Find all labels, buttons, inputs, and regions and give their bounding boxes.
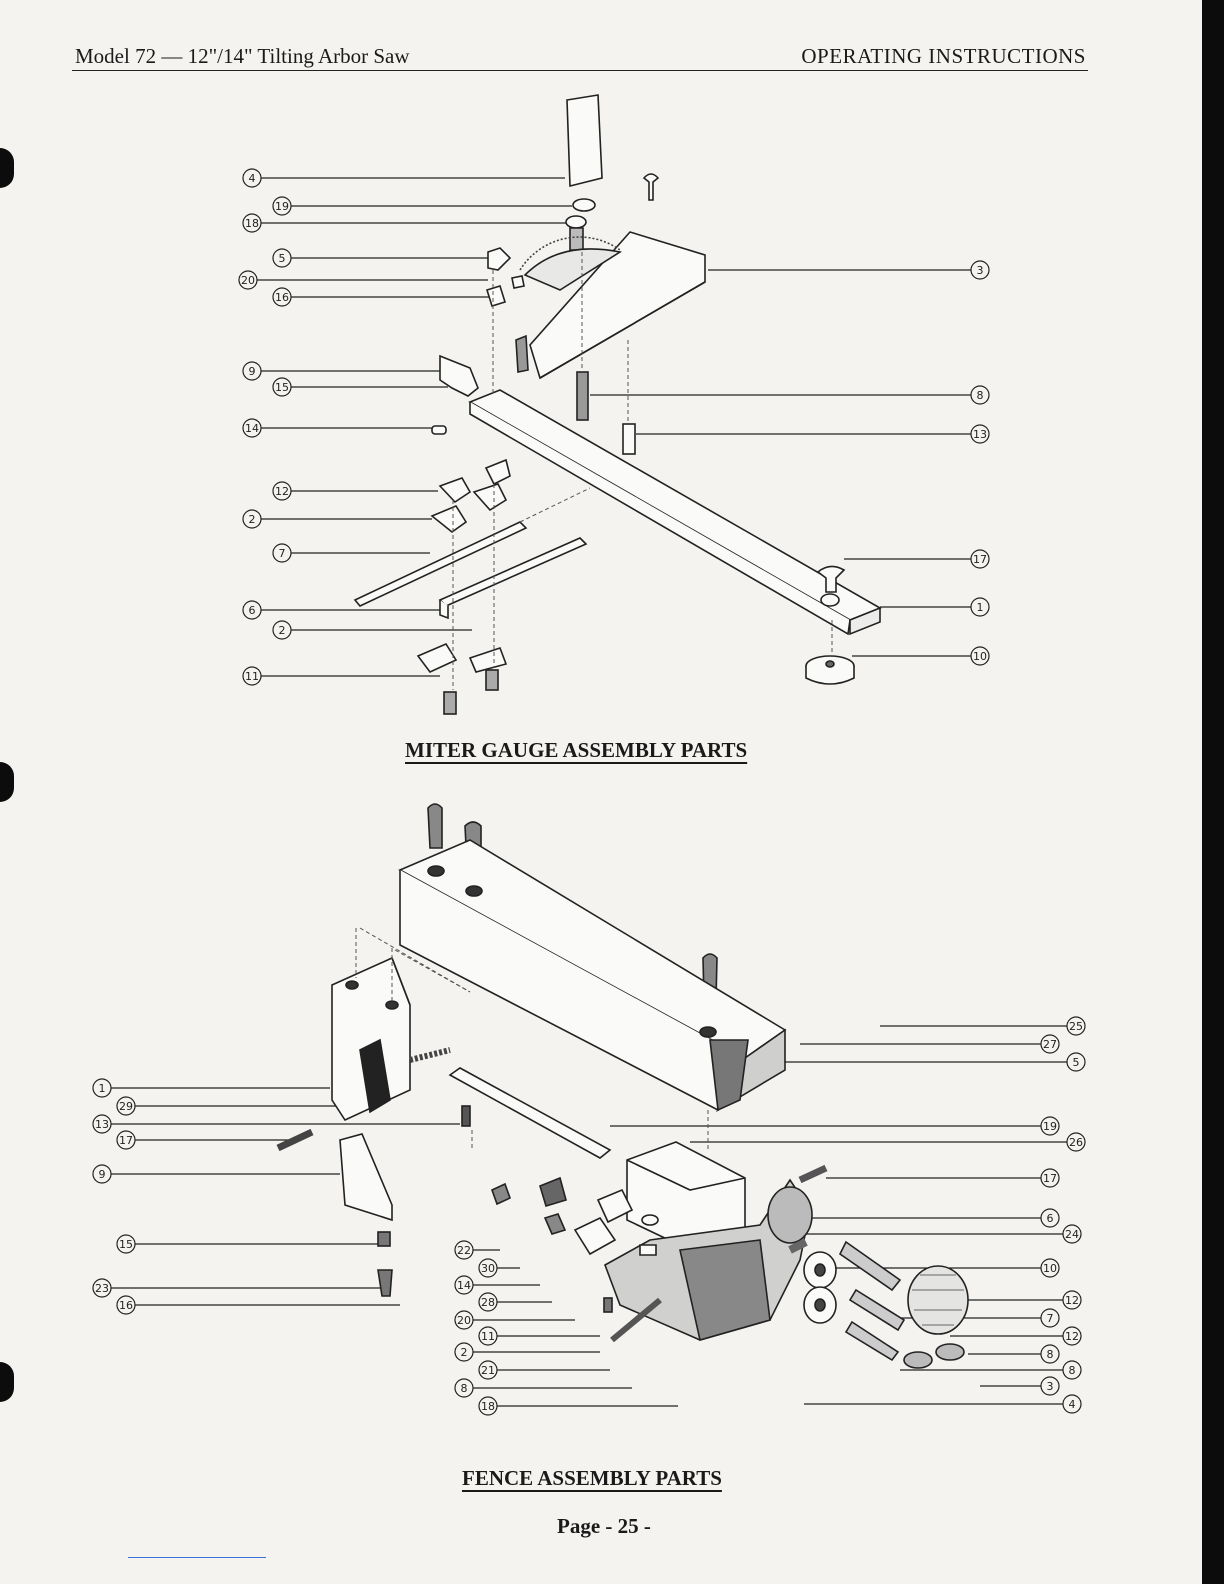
fence-callout-25 <box>880 1017 1085 1035</box>
callout-number: 6 <box>248 604 256 617</box>
callout-number: 4 <box>248 172 256 185</box>
callout-number: 2 <box>248 513 256 526</box>
callout-number: 25 <box>1069 1020 1083 1033</box>
callout-number: 10 <box>973 650 987 663</box>
fence-callout-2 <box>455 1343 600 1361</box>
fence-callout-14 <box>455 1276 540 1294</box>
fence-callout-23 <box>93 1279 380 1297</box>
callout-number: 3 <box>976 264 984 277</box>
fence-callout-6 <box>800 1209 1059 1227</box>
callout-number: 8 <box>976 389 984 402</box>
callout-number: 6 <box>1046 1212 1054 1225</box>
fence-callout-17 <box>826 1169 1059 1187</box>
fence-callout-12 <box>950 1327 1081 1345</box>
fence-callout-29 <box>117 1097 340 1115</box>
callout-number: 8 <box>1046 1348 1054 1361</box>
callout-number: 5 <box>278 252 286 265</box>
callout-number: 18 <box>481 1400 495 1413</box>
fence-callout-11 <box>479 1327 600 1345</box>
fence-callout-22 <box>455 1241 500 1259</box>
callout-number: 19 <box>275 200 289 213</box>
callout-number: 12 <box>1065 1294 1079 1307</box>
fence-callout-16 <box>117 1296 400 1314</box>
fence-callout-30 <box>479 1259 520 1277</box>
header-section-title: OPERATING INSTRUCTIONS <box>801 44 1086 68</box>
fence-callout-9 <box>93 1165 340 1183</box>
callout-number: 22 <box>457 1244 471 1257</box>
fence-callout-24 <box>790 1225 1081 1243</box>
callout-number: 17 <box>119 1134 133 1147</box>
callout-number: 19 <box>1043 1120 1057 1133</box>
callout-number: 24 <box>1065 1228 1079 1241</box>
callout-number: 10 <box>1043 1262 1057 1275</box>
callout-number: 17 <box>973 553 987 566</box>
callout-number: 14 <box>457 1279 471 1292</box>
callout-number: 11 <box>245 670 259 683</box>
callout-number: 14 <box>245 422 259 435</box>
fence-callout-13 <box>93 1115 460 1133</box>
callout-number: 15 <box>275 381 289 394</box>
fence-callout-1 <box>93 1079 330 1097</box>
fence-assembly-caption: FENCE ASSEMBLY PARTS <box>462 1466 722 1490</box>
callout-number: 13 <box>973 428 987 441</box>
callout-number: 9 <box>98 1168 106 1181</box>
scan-artifact-line <box>128 1557 266 1558</box>
callout-number: 8 <box>1068 1364 1076 1377</box>
fence-callout-5 <box>760 1053 1085 1071</box>
miter-gauge-caption: MITER GAUGE ASSEMBLY PARTS <box>405 738 748 762</box>
callout-number: 5 <box>1072 1056 1080 1069</box>
fence-callout-28 <box>479 1293 552 1311</box>
fence-callout-27 <box>800 1035 1059 1053</box>
fence-callout-8 <box>455 1379 632 1397</box>
callout-number: 8 <box>460 1382 468 1395</box>
callout-number: 2 <box>460 1346 468 1359</box>
callout-number: 12 <box>1065 1330 1079 1343</box>
callout-number: 4 <box>1068 1398 1076 1411</box>
fence-callout-26 <box>690 1133 1085 1151</box>
fence-callout-21 <box>479 1361 610 1379</box>
callout-number: 15 <box>119 1238 133 1251</box>
page-number: Page - 25 - <box>557 1514 651 1538</box>
callout-number: 11 <box>481 1330 495 1343</box>
callout-number: 16 <box>275 291 289 304</box>
fence-callout-4 <box>804 1395 1081 1413</box>
callout-number: 13 <box>95 1118 109 1131</box>
callout-number: 27 <box>1043 1038 1057 1051</box>
callout-number: 3 <box>1046 1380 1054 1393</box>
fence-callout-8 <box>968 1345 1059 1363</box>
callout-number: 21 <box>481 1364 495 1377</box>
callout-number: 2 <box>278 624 286 637</box>
callout-number: 1 <box>98 1082 106 1095</box>
callout-number: 23 <box>95 1282 109 1295</box>
callout-number: 7 <box>278 547 286 560</box>
callout-number: 28 <box>481 1296 495 1309</box>
callout-number: 18 <box>245 217 259 230</box>
callout-number: 20 <box>457 1314 471 1327</box>
callout-number: 29 <box>119 1100 133 1113</box>
callout-number: 17 <box>1043 1172 1057 1185</box>
fence-callout-12 <box>960 1291 1081 1309</box>
fence-callout-17 <box>117 1131 290 1149</box>
callout-number: 7 <box>1046 1312 1054 1325</box>
callout-number: 26 <box>1069 1136 1083 1149</box>
fence-callout-20 <box>455 1311 575 1329</box>
fence-callout-18 <box>479 1397 678 1415</box>
header-model-title: Model 72 — 12"/14" Tilting Arbor Saw <box>75 44 410 68</box>
callout-number: 16 <box>119 1299 133 1312</box>
callout-number: 20 <box>241 274 255 287</box>
callout-number: 9 <box>248 365 256 378</box>
fence-callout-3 <box>980 1377 1059 1395</box>
callout-number: 30 <box>481 1262 495 1275</box>
fence-callout-19 <box>610 1117 1059 1135</box>
callout-number: 12 <box>275 485 289 498</box>
fence-callout-15 <box>117 1235 380 1253</box>
callout-number: 1 <box>976 601 984 614</box>
